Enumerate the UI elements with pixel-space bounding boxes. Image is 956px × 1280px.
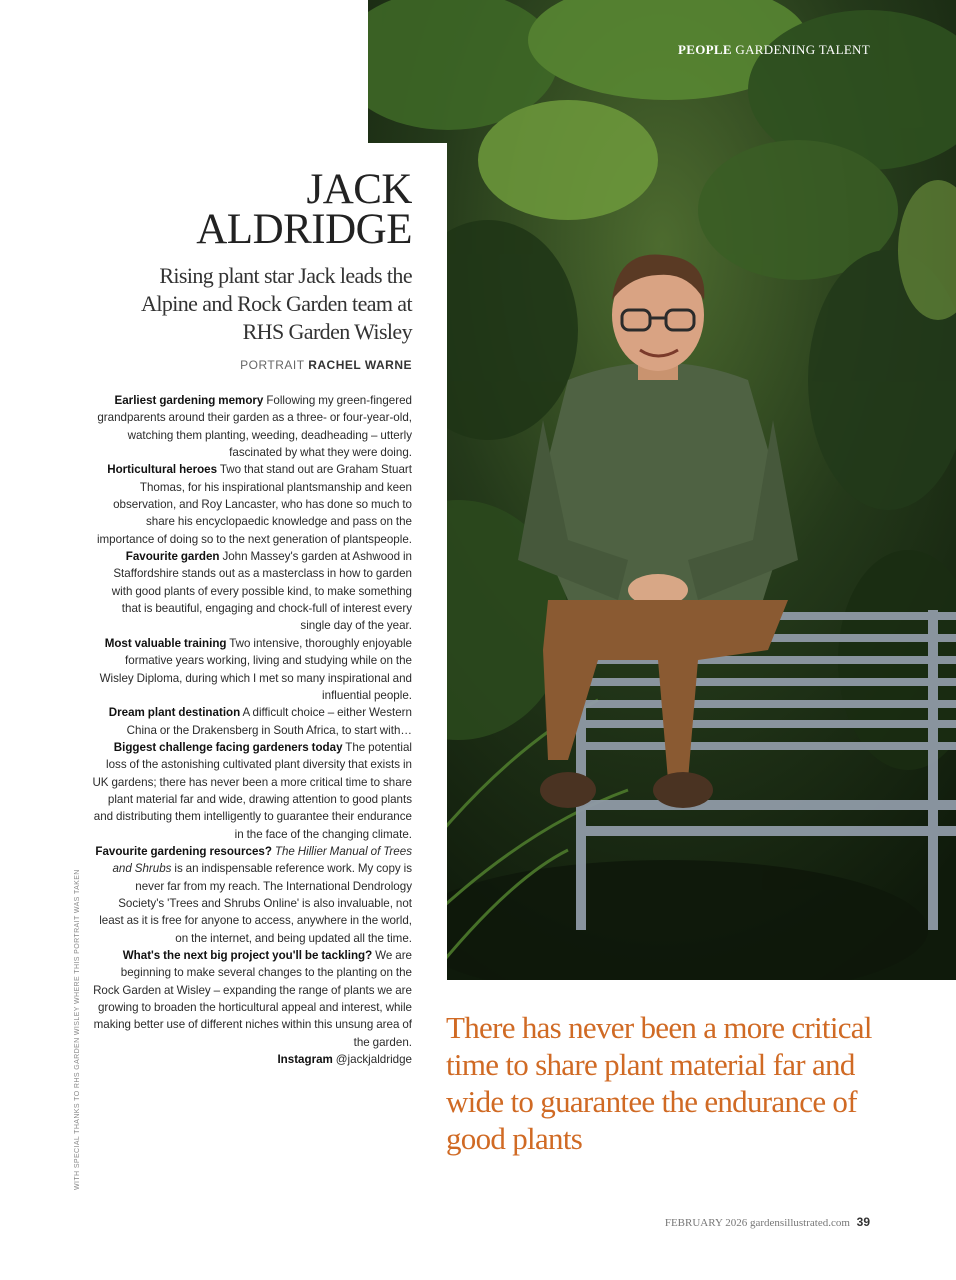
- qa-question: Most valuable training: [104, 636, 227, 650]
- qa-answer: is an indispensable reference work. My copy is never far from my reach. The International Dendrology Society's 'Trees and Shrubs Online' is also invaluable, not least as it is free for anyone to access, anywhere in the world, on the internet, and being updated all the time.: [99, 862, 412, 945]
- portrait-photo: [368, 0, 956, 980]
- qa-answer: The potential loss of the astonishing cultivated plant diversity that exists in UK gardens; there has never been a more critical time to share plant material far and wide, drawing attention to good plants and distributing them intelligently to guarantee their endurance in the face of the changing climate.: [92, 740, 412, 841]
- qa-item: [92, 739, 412, 843]
- photo-credit: [240, 358, 412, 372]
- section-sublabel: GARDENING TALENT: [735, 42, 870, 57]
- qa-answer: John Massey's garden at Ashwood in Staffordshire stands out as a masterclass in how to garden with good plants of every possible kind, to make something that is beautiful, engaging and chock-full of interest every single day of the year.: [111, 550, 412, 633]
- page-footer: [665, 1215, 870, 1229]
- qa-answer: Two intensive, thoroughly enjoyable formative years working, living and studying while on the Wisley Diploma, during which I met so many inspirational and influential people.: [99, 636, 412, 702]
- title-line-1: JACK: [306, 166, 412, 213]
- portrait-illustration: [368, 0, 956, 980]
- article-title: [196, 166, 412, 253]
- instagram-label: Instagram: [277, 1053, 333, 1067]
- qa-question: What's the next big project you'll be tackling?: [122, 949, 373, 962]
- qa-question: Dream plant destination: [108, 706, 241, 720]
- qa-question: Earliest gardening memory: [114, 394, 264, 407]
- qa-item: [92, 843, 412, 947]
- page-number: 39: [856, 1215, 870, 1229]
- side-credit: WITH SPECIAL THANKS TO RHS GARDEN WISLEY WHERE THIS PORTRAIT WAS TAKEN: [74, 869, 81, 1190]
- qa-question: Favourite gardening resources?: [95, 844, 272, 858]
- book-title: The Hillier Manual of Trees and Shrubs: [112, 844, 412, 876]
- qa-question: Biggest challenge facing gardeners today: [113, 740, 343, 754]
- instagram-handle[interactable]: @jackjaldridge: [335, 1053, 412, 1067]
- qa-answer: Two that stand out are Graham Stuart Thomas, for his inspirational plantsmanship and keen observation, and Roy Lancaster, who has done so much to share his encyclopaedic knowledge and pass on the importance of doing so to the next generation of plantspeople.: [96, 463, 412, 546]
- qa-item: [92, 635, 412, 704]
- qa-item: [92, 392, 412, 461]
- qa-item: [92, 461, 412, 548]
- qa-item: [92, 548, 412, 635]
- footer-site[interactable]: gardensillustrated.com: [750, 1217, 850, 1229]
- qa-question: Favourite garden: [125, 550, 220, 564]
- qa-answer: Following my green-fingered grandparents around their garden as a three- or four-year-old, watching them planting, weeding, deadheading – utterly fascinated by what they were doing.: [97, 394, 412, 460]
- instagram-line: [92, 1051, 412, 1068]
- article-body: [92, 392, 412, 1068]
- section-header: [678, 42, 870, 58]
- qa-question: Horticultural heroes: [107, 463, 218, 477]
- standfirst: Rising plant star Jack leads the Alpine and Rock Garden team at RHS Garden Wisley: [141, 263, 412, 344]
- section-label: PEOPLE: [678, 42, 732, 57]
- pull-quote: There has never been a more critical time to share plant material far and wide to guarantee the endurance of good plants: [446, 1010, 872, 1156]
- qa-item: [92, 704, 412, 739]
- credit-label: PORTRAIT: [240, 358, 305, 372]
- qa-item: [92, 947, 412, 1051]
- credit-name: RACHEL WARNE: [308, 358, 412, 372]
- qa-answer: A difficult choice – either Western China or the Drakensberg in South Africa, to start with…: [126, 706, 412, 737]
- footer-issue: FEBRUARY 2026: [664, 1217, 748, 1229]
- qa-answer: We are beginning to make several changes to the planting on the Rock Garden at Wisley – expanding the range of plants we are growing to broaden the horticultural appeal and interest, while making better use of different niches within this unsung area of the garden.: [93, 949, 412, 1049]
- title-line-2: ALDRIDGE: [196, 206, 412, 253]
